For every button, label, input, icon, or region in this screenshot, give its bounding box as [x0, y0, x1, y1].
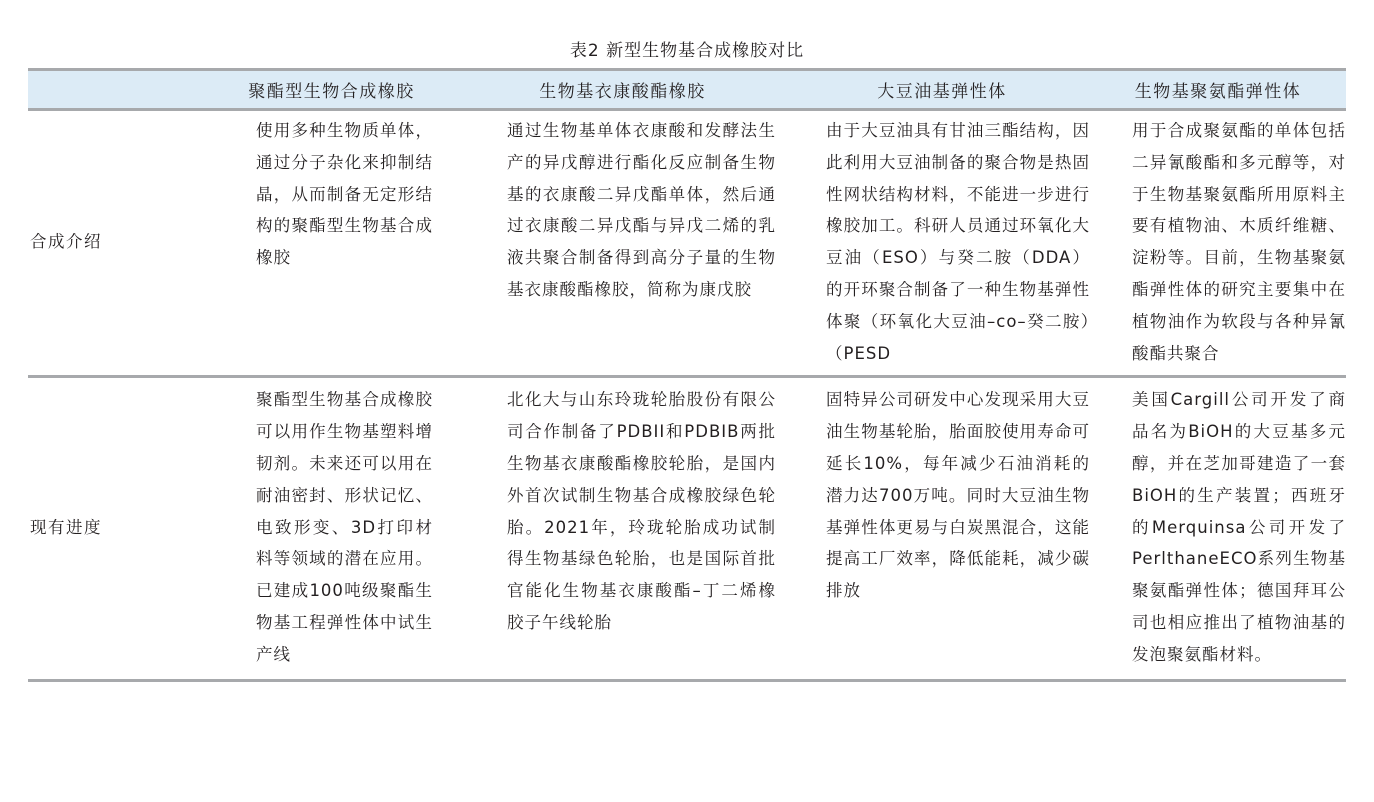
table-cell: 北化大与山东玲珑轮胎股份有限公司合作制备了PDBII和PDBIB两批生物基衣康酸酯橡胶轮胎，是国内外首次试制生物基合成橡胶绿色轮胎。2021年，玲珑轮胎成功试制得生物基绿色轮胎，也是国际首批官能化生物基衣康酸酯–丁二烯橡胶子午线轮胎	[463, 377, 776, 680]
header-polyester-rubber: 聚酯型生物合成橡胶	[136, 70, 463, 110]
comparison-table	[28, 68, 1346, 682]
table-caption: 表2 新型生物基合成橡胶对比	[569, 41, 805, 61]
header-cell-blank	[28, 70, 136, 110]
table-cell: 由于大豆油具有甘油三酯结构，因此利用大豆油制备的聚合物是热固性网状结构材料，不能进一步进行橡胶加工。科研人员通过环氧化大豆油（ESO）与癸二胺（DDA）的开环聚合制备了一种生物基弹性体聚（环氧化大豆油–co–癸二胺）（PESD	[776, 110, 1090, 377]
header-polyurethane-elastomer: 生物基聚氨酯弹性体	[1090, 70, 1346, 110]
table-row	[28, 110, 1346, 377]
table-cell: 美国Cargill公司开发了商品名为BiOH的大豆基多元醇，并在芝加哥建造了一套BiOH的生产装置；西班牙的Merquinsa公司开发了PerlthaneECO系列生物基聚氨酯弹性体；德国拜耳公司也相应推出了植物油基的发泡聚氨酯材料。	[1090, 377, 1346, 680]
header-itaconate-rubber: 生物基衣康酸酯橡胶	[463, 70, 776, 110]
header-row	[28, 70, 1346, 110]
table-cell: 通过生物基单体衣康酸和发酵法生产的异戊醇进行酯化反应制备生物基的衣康酸二异戊酯单体，然后通过衣康酸二异戊酯与异戊二烯的乳液共聚合制备得到高分子量的生物基衣康酸酯橡胶，简称为康戊胶	[463, 110, 776, 377]
header-soybean-elastomer: 大豆油基弹性体	[776, 70, 1090, 110]
row-label-progress: 现有进度	[28, 377, 136, 680]
table-cell: 聚酯型生物基合成橡胶可以用作生物基塑料增韧剂。未来还可以用在耐油密封、形状记忆、电致形变、3D打印材料等领域的潜在应用。已建成100吨级聚酯生物基工程弹性体中试生产线	[136, 377, 463, 680]
table-cell: 使用多种生物质单体，通过分子杂化来抑制结晶，从而制备无定形结构的聚酯型生物基合成橡胶	[136, 110, 463, 377]
table-row	[28, 377, 1346, 680]
table-cell: 固特异公司研发中心发现采用大豆油生物基轮胎，胎面胶使用寿命可延长10%，每年减少石油消耗的潜力达700万吨。同时大豆油生物基弹性体更易与白炭黑混合，这能提高工厂效率，降低能耗，减少碳排放	[776, 377, 1090, 680]
table-cell: 用于合成聚氨酯的单体包括二异氰酸酯和多元醇等，对于生物基聚氨酯所用原料主要有植物油、木质纤维糖、淀粉等。目前，生物基聚氨酯弹性体的研究主要集中在植物油作为软段与各种异氰酸酯共聚合	[1090, 110, 1346, 377]
row-label-synthesis: 合成介绍	[28, 110, 136, 377]
